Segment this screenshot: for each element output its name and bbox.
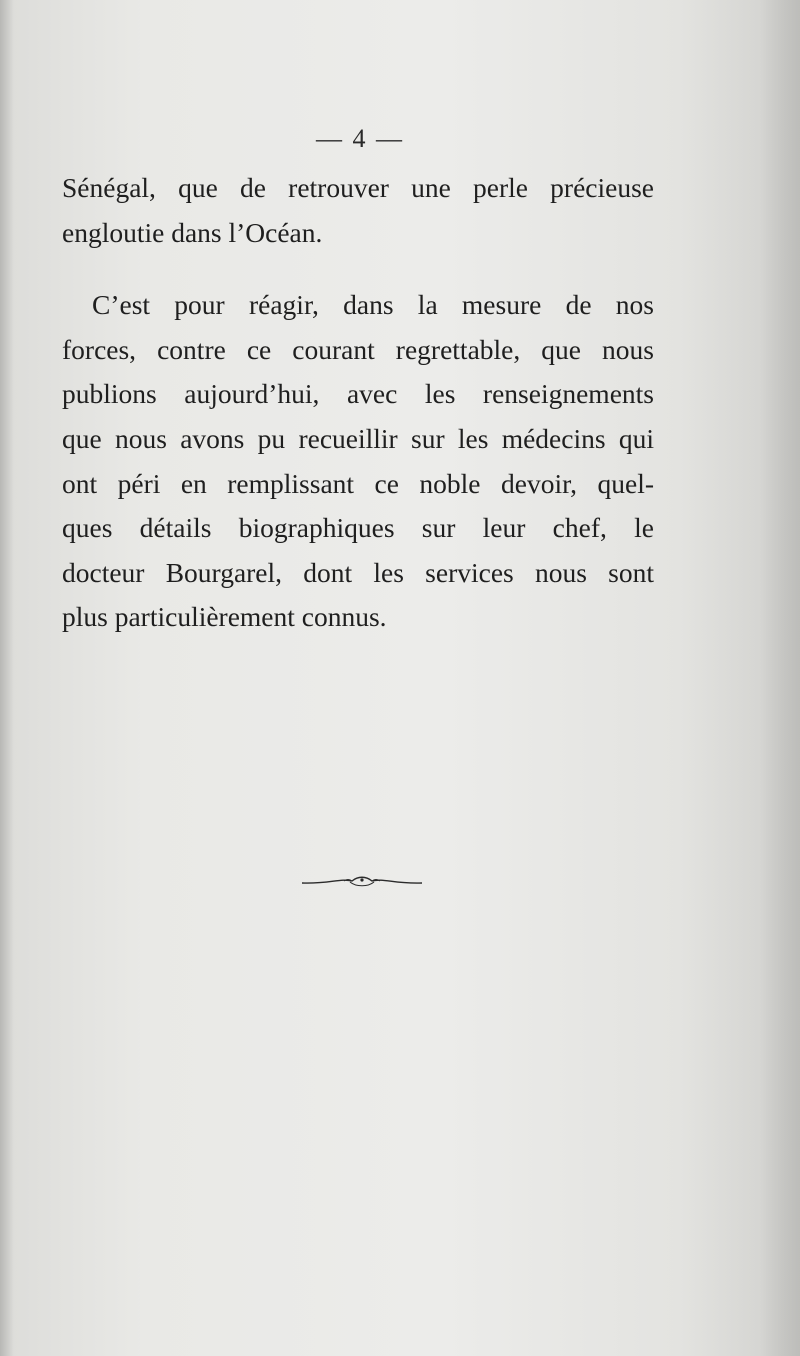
text-line: forces, contre ce courant regrettable, que nous — [62, 333, 654, 365]
page-edge-shadow — [760, 0, 800, 1356]
tailpiece-ornament-icon — [300, 872, 424, 892]
body-text — [62, 166, 654, 640]
page-gutter-shadow — [0, 0, 14, 1356]
text-line: engloutie dans l’Océan. — [62, 216, 323, 248]
page-number: — 4 — — [316, 124, 404, 153]
text-line: plus particulièrement connus. — [62, 601, 387, 633]
text-line: que nous avons pu recueillir sur les médecins qui — [62, 422, 654, 454]
text-line: ont péri en remplissant ce noble devoir, quel- — [62, 467, 654, 499]
text-line: publions aujourd’hui, avec les renseignements — [62, 378, 654, 410]
text-line: ques détails biographiques sur leur chef, le — [62, 512, 654, 544]
text-line: Sénégal, que de retrouver une perle précieuse — [62, 172, 654, 203]
text-line: C’est pour réagir, dans la mesure de nos — [92, 289, 654, 321]
text-line: docteur Bourgarel, dont les services nous sont — [62, 556, 654, 588]
